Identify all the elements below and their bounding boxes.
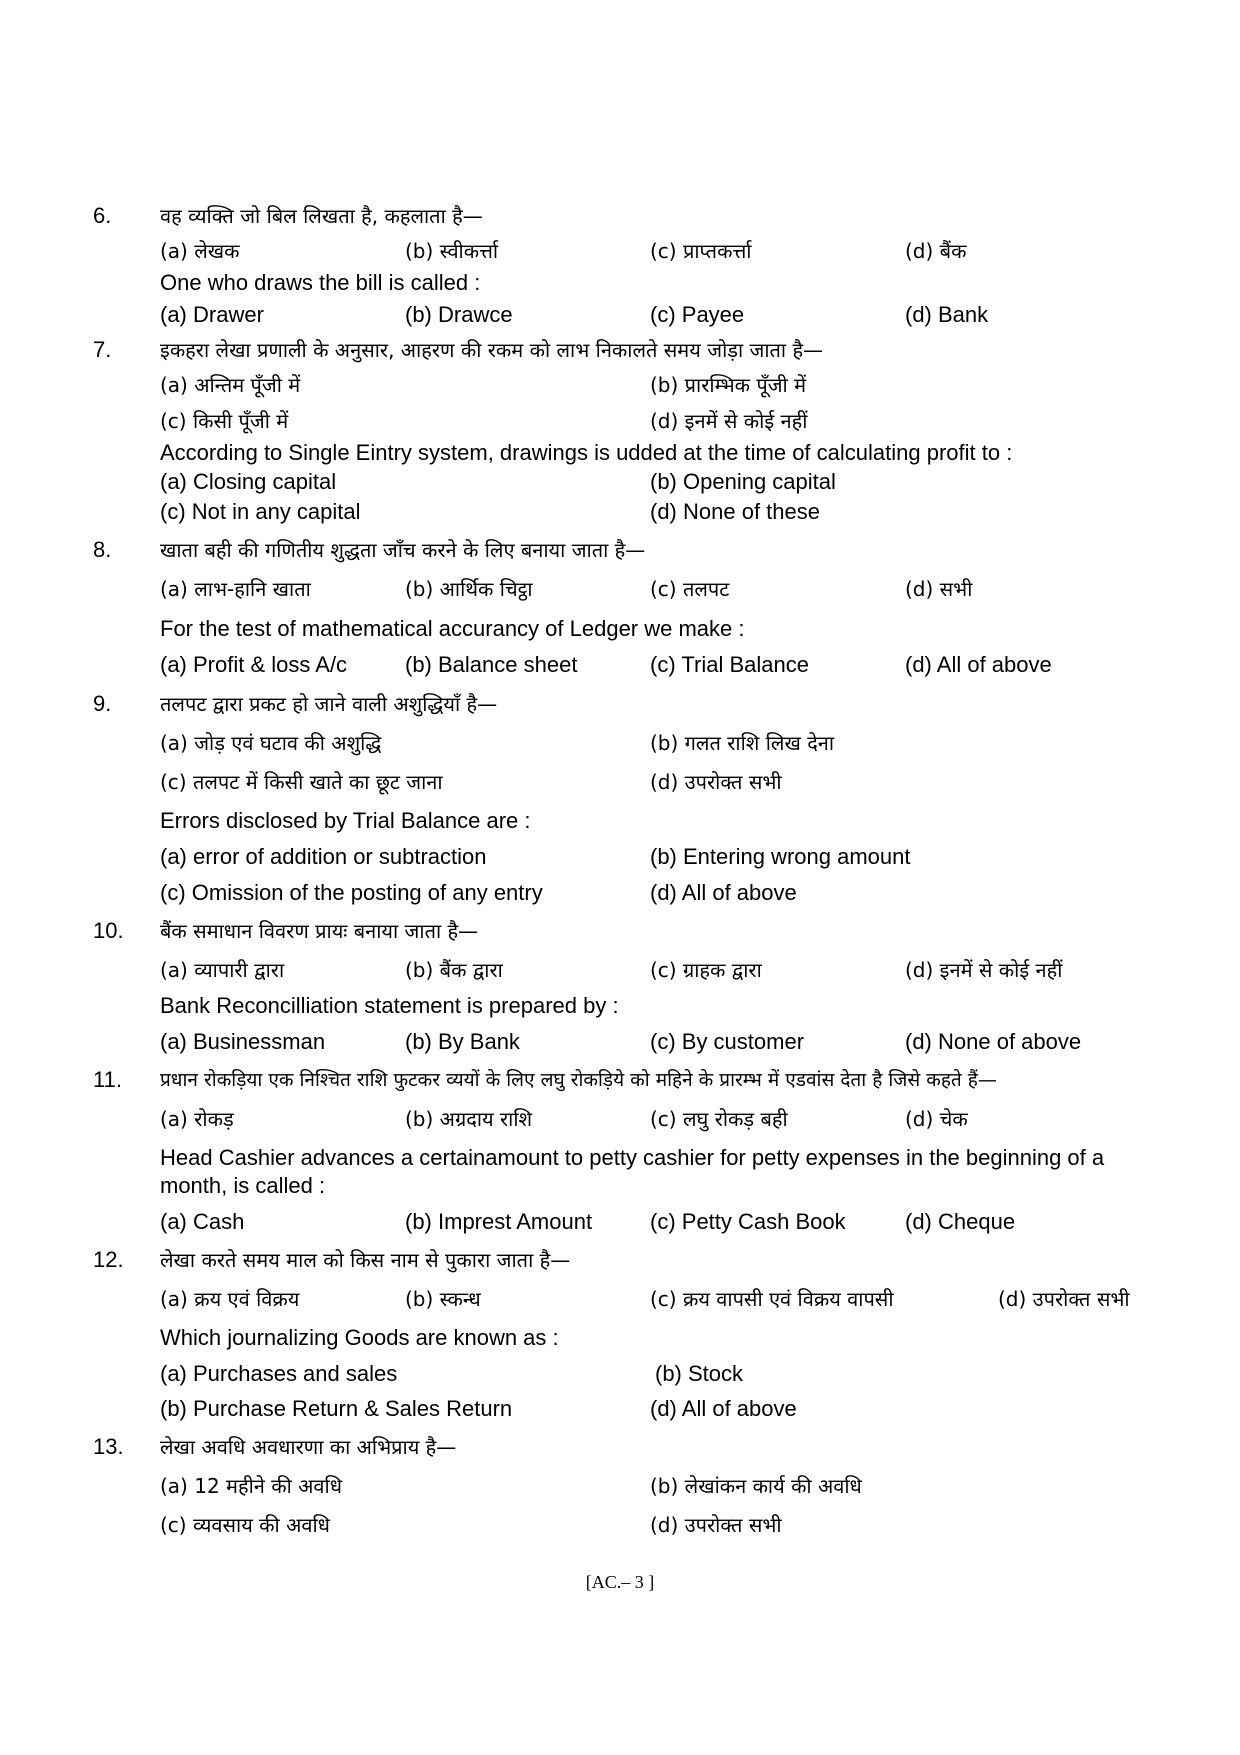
- option: (b) Balance sheet: [405, 652, 578, 677]
- option: (d) All of above: [905, 652, 1052, 677]
- option: (a) अन्तिम पूँजी में: [160, 373, 301, 397]
- option: (b) लेखांकन कार्य की अवधि: [650, 1474, 862, 1498]
- question-number: 12.: [93, 1247, 124, 1272]
- option: (d) None of above: [905, 1029, 1082, 1054]
- question-number: 10.: [93, 918, 124, 943]
- option: (d) बैंक: [905, 239, 967, 263]
- question-english: Head Cashier advances a certainamount to petty cashier for petty expenses in the beginning of a: [160, 1145, 1105, 1170]
- option: (a) जोड़ एवं घटाव की अशुद्धि: [160, 731, 382, 755]
- question-english: For the test of mathematical accurancy of Ledger we make :: [160, 616, 745, 641]
- option: (c) Trial Balance: [650, 652, 809, 677]
- option: (b) Imprest Amount: [405, 1209, 593, 1234]
- option: (b) Purchase Return & Sales Return: [160, 1396, 513, 1421]
- option: (d) Cheque: [905, 1209, 1016, 1234]
- question-number: 6.: [93, 203, 112, 228]
- option: (c) व्यवसाय की अवधि: [160, 1513, 330, 1537]
- option: (b) Entering wrong amount: [650, 844, 911, 869]
- option: (c) प्राप्तकर्त्ता: [650, 239, 752, 263]
- question-english-continued: month, is called :: [160, 1173, 326, 1198]
- option: (b) स्वीकर्त्ता: [405, 239, 499, 263]
- option: (d) उपरोक्त सभी: [650, 1513, 782, 1537]
- question-hindi: लेखा करते समय माल को किस नाम से पुकारा जाता है—: [160, 1248, 571, 1272]
- option: (a) क्रय एवं विक्रय: [160, 1287, 300, 1311]
- question-hindi: बैंक समाधान विवरण प्रायः बनाया जाता है—: [160, 919, 479, 943]
- option: (c) तलपट में किसी खाते का छूट जाना: [160, 770, 443, 794]
- option: (b) Stock: [655, 1361, 744, 1386]
- question-hindi: प्रधान रोकड़िया एक निश्चित राशि फुटकर व्ययों के लिए लघु रोकड़िये को महिने के प्रारम्भ में एडवांस देता है जिसे कहते हैं—: [160, 1069, 997, 1091]
- option: (d) All of above: [650, 880, 797, 905]
- option: (d) None of these: [650, 499, 820, 524]
- option: (d) इनमें से कोई नहीं: [905, 958, 1063, 982]
- option: (a) Profit & loss A/c: [160, 652, 348, 677]
- option: (c) क्रय वापसी एवं विक्रय वापसी: [650, 1287, 894, 1311]
- option: (b) प्रारम्भिक पूँजी में: [650, 373, 807, 397]
- option: (d) उपरोक्त सभी: [998, 1287, 1130, 1311]
- question-number: 7.: [93, 337, 112, 362]
- question-hindi: तलपट द्वारा प्रकट हो जाने वाली अशुद्धियाँ है—: [160, 692, 498, 716]
- option: (c) तलपट: [650, 577, 730, 601]
- question-english: One who draws the bill is called :: [160, 270, 481, 295]
- option: (b) गलत राशि लिख देना: [650, 731, 835, 755]
- option: (c) By customer: [650, 1029, 805, 1054]
- question-number: 11.: [93, 1067, 122, 1092]
- question-hindi: लेखा अवधि अवधारणा का अभिप्राय है—: [160, 1435, 457, 1459]
- option: (d) सभी: [905, 577, 973, 601]
- option: (c) लघु रोकड़ बही: [650, 1107, 788, 1131]
- question-english: Bank Reconcilliation statement is prepared by :: [160, 993, 619, 1018]
- question-hindi: इकहरा लेखा प्रणाली के अनुसार, आहरण की रकम को लाभ निकालते समय जोड़ा जाता है—: [160, 338, 824, 362]
- option: (b) स्कन्ध: [405, 1287, 481, 1311]
- option: (b) आर्थिक चिट्ठा: [405, 577, 533, 601]
- question-number: 8.: [93, 537, 112, 562]
- question-english: According to Single Eintry system, drawings is udded at the time of calculating profit to :: [160, 440, 1013, 465]
- page-footer-label: [AC.– 3 ]: [585, 1572, 655, 1592]
- option: (a) Businessman: [160, 1029, 326, 1054]
- option: (a) लेखक: [160, 239, 240, 263]
- option: (c) Petty Cash Book: [650, 1209, 846, 1234]
- option: (b) Drawce: [405, 302, 513, 327]
- question-number: 9.: [93, 691, 112, 716]
- option: (c) किसी पूँजी में: [160, 409, 289, 433]
- option: (a) Drawer: [160, 302, 264, 327]
- question-english: Which journalizing Goods are known as :: [160, 1325, 559, 1350]
- option: (b) बैंक द्वारा: [405, 958, 503, 982]
- option: (a) व्यापारी द्वारा: [160, 958, 285, 982]
- option: (d) उपरोक्त सभी: [650, 770, 782, 794]
- option: (a) लाभ-हानि खाता: [160, 577, 311, 601]
- option: (d) चेक: [905, 1107, 968, 1131]
- question-hindi: खाता बही की गणितीय शुद्धता जाँच करने के लिए बनाया जाता है—: [160, 538, 646, 562]
- option: (c) Not in any capital: [160, 499, 361, 524]
- option: (d) All of above: [650, 1396, 797, 1421]
- option: (c) ग्राहक द्वारा: [650, 958, 762, 982]
- option: (b) अग्रदाय राशि: [405, 1107, 533, 1131]
- option: (b) Opening capital: [650, 469, 836, 494]
- option: (a) Cash: [160, 1209, 245, 1234]
- option: (a) error of addition or subtraction: [160, 844, 487, 869]
- option: (a) Closing capital: [160, 469, 337, 494]
- question-hindi: वह व्यक्ति जो बिल लिखता है, कहलाता है—: [160, 204, 483, 228]
- option: (c) Omission of the posting of any entry: [160, 880, 543, 905]
- question-english: Errors disclosed by Trial Balance are :: [160, 808, 531, 833]
- option: (a) 12 महीने की अवधि: [160, 1474, 343, 1498]
- option: (c) Payee: [650, 302, 745, 327]
- option: (a) रोकड़: [160, 1107, 234, 1131]
- option: (d) Bank: [905, 302, 989, 327]
- question-number: 13.: [93, 1434, 124, 1459]
- option: (b) By Bank: [405, 1029, 520, 1054]
- option: (d) इनमें से कोई नहीं: [650, 409, 808, 433]
- option: (a) Purchases and sales: [160, 1361, 398, 1386]
